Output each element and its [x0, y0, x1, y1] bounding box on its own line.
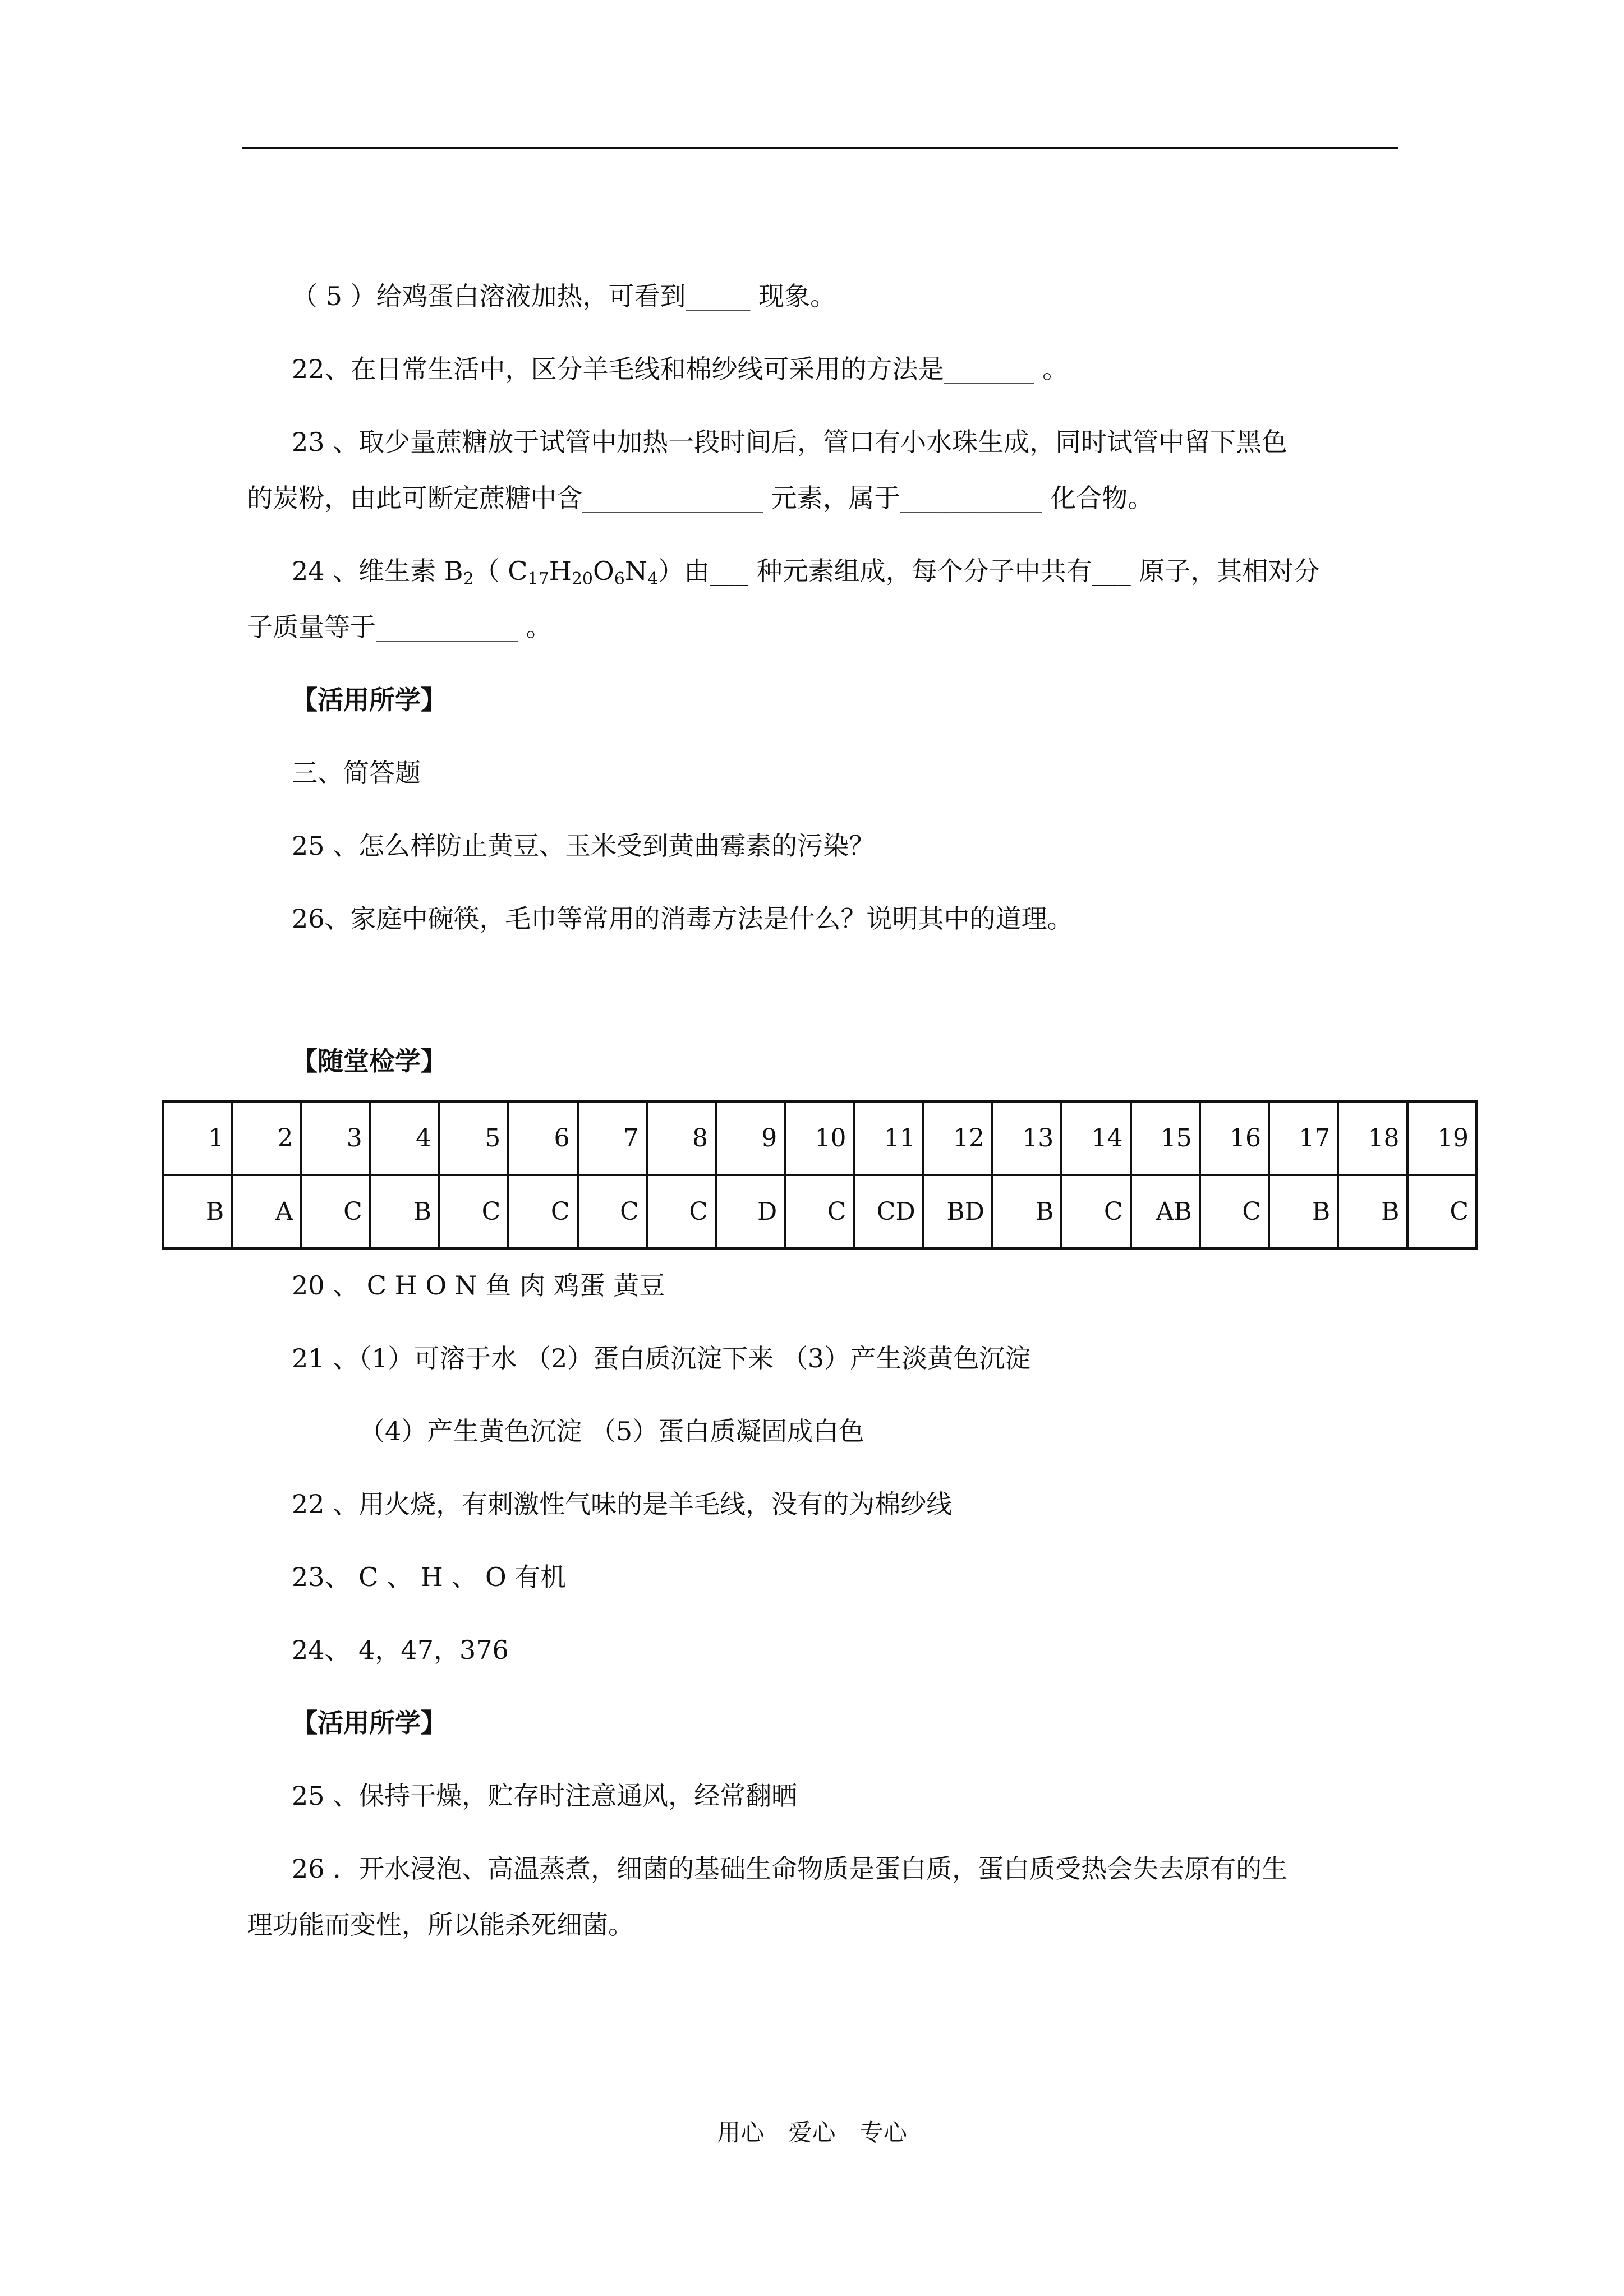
q24-c-sub: 17 — [527, 569, 549, 589]
table-cell-number: 18 — [1338, 1101, 1407, 1175]
answer-table-answer-row — [163, 1175, 1476, 1248]
table-cell-number: 19 — [1407, 1101, 1477, 1175]
q24-prefix: 24 、维生素 B — [292, 556, 463, 586]
answer-24: 24、 4，47，376 — [292, 1635, 509, 1665]
table-cell-answer: C — [578, 1175, 647, 1248]
table-cell-number: 13 — [992, 1101, 1061, 1175]
q24-n-sub: 4 — [647, 569, 659, 589]
table-cell-answer: D — [716, 1175, 785, 1248]
table-cell-number: 14 — [1061, 1101, 1130, 1175]
question-22: 22、在日常生活中，区分羊毛线和棉纱线可采用的方法是_______ 。 — [292, 354, 1069, 384]
table-cell-answer: C — [647, 1175, 716, 1248]
table-cell-number: 2 — [232, 1101, 301, 1175]
answer-26-line2: 理功能而变性，所以能杀死细菌。 — [247, 1910, 634, 1940]
answer-20: 20 、 C H O N 鱼 肉 鸡蛋 黄豆 — [292, 1270, 665, 1301]
table-cell-number: 7 — [578, 1101, 647, 1175]
table-cell-answer: B — [992, 1175, 1061, 1248]
question-26: 26、家庭中碗筷，毛巾等常用的消毒方法是什么？说明其中的道理。 — [292, 903, 1073, 934]
q24-b-sub: 2 — [463, 569, 474, 589]
section-heading-short-answer: 三、简答题 — [292, 758, 421, 788]
question-24-line2: 子质量等于___________ 。 — [247, 612, 552, 642]
table-cell-answer: C — [1200, 1175, 1269, 1248]
table-cell-answer: A — [232, 1175, 301, 1248]
table-cell-answer: B — [163, 1175, 232, 1248]
table-cell-number: 3 — [301, 1101, 370, 1175]
table-cell-answer: C — [1061, 1175, 1130, 1248]
section-heading-check: 【随堂检学】 — [292, 1046, 447, 1076]
header-rule — [242, 147, 1398, 149]
table-cell-answer: CD — [854, 1175, 923, 1248]
table-cell-answer: C — [301, 1175, 370, 1248]
q24-o: O — [593, 556, 614, 586]
q24-h-sub: 20 — [571, 569, 594, 589]
section-heading-apply: 【活用所学】 — [292, 685, 447, 715]
table-cell-number: 10 — [785, 1101, 854, 1175]
table-cell-answer: C — [785, 1175, 854, 1248]
answer-21-line1: 21 、（1）可溶于水 （2）蛋白质沉淀下来 （3）产生淡黄色沉淀 — [292, 1343, 1031, 1373]
table-cell-answer: B — [370, 1175, 439, 1248]
answer-23: 23、 C 、 H 、 O 有机 — [292, 1562, 567, 1592]
answer-table-number-row — [163, 1101, 1476, 1175]
table-cell-number: 16 — [1200, 1101, 1269, 1175]
answer-22: 22 、用火烧，有刺激性气味的是羊毛线，没有的为棉纱线 — [292, 1489, 953, 1519]
table-cell-number: 8 — [647, 1101, 716, 1175]
table-cell-answer: C — [1407, 1175, 1477, 1248]
question-21-5: （ 5 ）给鸡蛋白溶液加热，可看到_____ 现象。 — [292, 281, 836, 311]
answer-25: 25 、保持干燥，贮存时注意通风，经常翻晒 — [292, 1781, 798, 1811]
section-heading-apply-answers: 【活用所学】 — [292, 1708, 447, 1738]
table-cell-answer: AB — [1131, 1175, 1200, 1248]
table-cell-number: 11 — [854, 1101, 923, 1175]
q24-h: H — [549, 556, 572, 586]
table-cell-number: 6 — [508, 1101, 577, 1175]
table-cell-number: 9 — [716, 1101, 785, 1175]
table-cell-number: 15 — [1131, 1101, 1200, 1175]
q24-o-sub: 6 — [614, 569, 625, 589]
table-cell-answer: C — [508, 1175, 577, 1248]
table-cell-number: 17 — [1269, 1101, 1338, 1175]
table-cell-number: 4 — [370, 1101, 439, 1175]
q24-rest: ）由___ 种元素组成，每个分子中共有___ 原子，其相对分 — [658, 556, 1320, 586]
table-cell-number: 12 — [923, 1101, 992, 1175]
question-23-line1: 23 、取少量蔗糖放于试管中加热一段时间后，管口有小水珠生成，同时试管中留下黑色 — [292, 427, 1288, 457]
table-cell-number: 5 — [439, 1101, 508, 1175]
question-23-line2: 的炭粉，由此可断定蔗糖中含______________ 元素，属于___________ 化合物。 — [247, 483, 1154, 513]
question-25: 25 、怎么样防止黄豆、玉米受到黄曲霉素的污染？ — [292, 831, 875, 861]
q24-n: N — [624, 556, 648, 586]
answer-21-line2: （4）产生黄色沉淀 （5）蛋白质凝固成白色 — [359, 1416, 865, 1446]
table-cell-answer: B — [1269, 1175, 1338, 1248]
table-cell-answer: BD — [923, 1175, 992, 1248]
table-cell-answer: B — [1338, 1175, 1407, 1248]
answer-table — [162, 1100, 1478, 1250]
question-24-line1 — [292, 554, 1319, 588]
q24-formula-open: （ C — [473, 556, 528, 586]
page-footer: 用心 爱心 专心 — [717, 2119, 907, 2146]
table-cell-number: 1 — [163, 1101, 232, 1175]
table-cell-answer: C — [439, 1175, 508, 1248]
answer-26-line1: 26 ．开水浸泡、高温蒸煮，细菌的基础生命物质是蛋白质，蛋白质受热会失去原有的生 — [292, 1854, 1288, 1884]
